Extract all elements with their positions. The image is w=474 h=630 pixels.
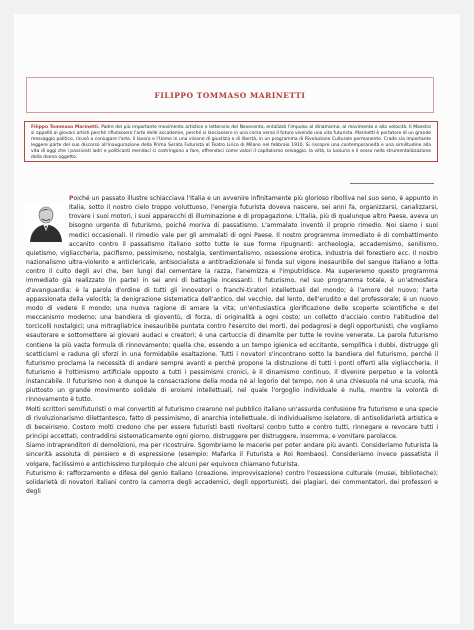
- title-box: [26, 77, 434, 113]
- paragraph-4: Futurismo è: rafforzamento e difesa del genio italiano (creazione, improvvisazione) contro l'ossessione culturale (musei, biblioteche); solidarietà di novatori italiani contro la camorra degli accademici, degli opportunisti, dei plagiari, dei commentatori, dei professori e degli: [26, 469, 438, 495]
- paragraph-1-text: oiché un passato illustre schiacciava l'Italia e un avvenire infinitamente più glorioso ribolliva nel suo seno, è appunto in Italia, sotto il nostro cielo troppo voluttuoso, l'energia futurista doveva nascere, sei anni fa, organizzarsi, canalizzarsi, trovare i suoi motori, i suoi apparecchi di illuminazione e di propagazione. L'Italia, più di qualunque altro Paese, aveva un bisogno urgente di futurismo, poiché moriva di passatismo. L'ammalato inventò il proprio rimedio. Noi siamo i suoi medici occasionali. Il rimedio vale per gli ammalati di ogni Paese. Il nostro programma immediato è di combattimento accanito contro il passatismo italiano sotto tutte le sue forme ripugnanti: archeologia, accademismo, senilismo, quietismo, vigliaccheria, pacifismo, pessimismo, nostalgia, sentimentalismo, ossessione erotica, industria del forestiero ecc. Il nostro nazionalismo ultra-violento e anticlericale, antisocialista e antitradizionale si fonda sul vigore inesauribile del sangue italiano e lotta contro il culto degli avi che, ben lungi dal cementare la razza, l'anemizza e l'imputridisce. Ma supereremo questo programma immediato già realizzato (in parte) in sei anni di battaglie incessanti. Il futurismo, nel suo programma totale, è un'atmosfera d'avanguardia; è la parola d'ordine di tutti gli innovatori o franchi-tiratori intellettuali del mondo; è l'amore del nuovo; l'arte appassionata della velocità; la denigrazione sistematica dell'antico, del vecchio, del lento, dell'erudito e del professorale; è un nuovo modo di vedere il mondo; una nuova ragione di amare la vita; un'entusiastica glorificazione delle scoperte scientifiche e del meccanismo moderno; una bandiera di gioventù, di forza, di originalità a ogni costo; un colletto d'acciaio contro l'abitudine del torcicolli nostalgici; una mitragliatrice inesauribile puntata contro l'esercito dei morti, dei podagrosi e degli opportunisti, che vogliamo esautorare e sottomettere ai giovani audaci e creatori; è una cartuccia di dinamite per tutte le rovine venerate. La parola futurismo contiene la più vasta formula di rinnovamento; quella che, essendo a un tempo igienica ed eccitante, semplifica i dubbi, distrugge gli scetticismi e raduna gli sforzi in una formidabile esaltazione. Tutti i novatori s'incontrano sotto la bandiera del futurismo, perché il futurismo proclama la necessità di andare sempre avanti e perché propone la distruzione di tutti i ponti offerti alla vigliaccheria. Il futurismo è l'ottimismo artificiale opposto a tutti i pessimismi cronici, è il dinamismo continuo, il divenire perpetuo e la volontà instancabile. Il futurismo non è dunque la consacrazione della moda né al logorio del tempo, non è una chiesuola né una scuola, ma piuttosto un grande movimento solidale di eroismi intellettuali, nel quale l'orgoglio individuale è nulla, mentre la volontà di rinnovamento è tutto.: [26, 195, 438, 404]
- paragraph-1: [26, 194, 438, 405]
- article-body: [26, 194, 438, 496]
- intro-box: [24, 121, 438, 162]
- signature-divider: [350, 183, 434, 184]
- paragraph-2: Molti scrittori semifuturisti o mal convertiti al futurismo crearono nel pubblico italiano un'assurda confusione fra futurismo e una specie di rivoluzionarismo dilettantesco, fatto di pessimismo, di anarchia intellettuale, di individualismo isolatore, di antisolidarietà artistica e di beceirismo. Costoro molti credono che per essere futuristi basti rivoltarsi contro tutto e contro tutti, rinnegare e revocare tutti i principi accettati, contraddirsi sistematicamente ogni giorno, distruggere per distruggere, insomma, e vomitare parolacce.: [26, 405, 438, 441]
- paragraph-3: Siamo intraprenditori di demolizioni, ma per ricostruire. Sgombriamo le macerie per poter andare più avanti. Consideriamo futurista la sincerità assoluta di pensiero e di espressione (esempio: Mafarka il Futurista e Roi Rombaos). Consideriamo invece passatista il volgare, facilissimo e antichissimo turpiloquio che alcuni per equivoco chiamano futurista.: [26, 442, 438, 468]
- intro-author-name: Filippo Tommaso Marinetti.: [31, 125, 100, 130]
- marinetti-portrait-image: [25, 204, 65, 242]
- intro-text: Padre del più importante movimento artistico e letterario del Novecento, entalizzò l'impulso al dinamismo, al movimento e alla velocità. Il Maestro si appellò ai giovani artisti perché rifiutassero l'arte delle accademie, perché si lanciassero in una corsa verso il futuro vivendo una vita futurista. Marinetti è portatore di un grande messaggio politico, ricusò a coniugare l'arte, il lavoro e l'Uomo in una visione di giustizia e di libertà, in un programma di Rivoluzione Culturale permanente. Crado sia importante leggere parte del suo discorso all'inaugurazione della Prima Serata Futurista al Teatro Lirico di Milano nel febbraio 1910. Si riscopre una contemporaneità e una similitudine alla vita di oggi che i passivisti ladri e politicanti mendaci ci costringono a fare, offrendoci come valori il capitalismo selvaggio, la viltà, la lussuria e il sesso nella strumentalizzazione della donna oggetto.: [31, 125, 431, 160]
- intro-paragraph: [31, 125, 431, 160]
- drop-cap: P: [69, 195, 74, 202]
- page-title: FILIPPO TOMMASO MARINETTI: [154, 90, 306, 100]
